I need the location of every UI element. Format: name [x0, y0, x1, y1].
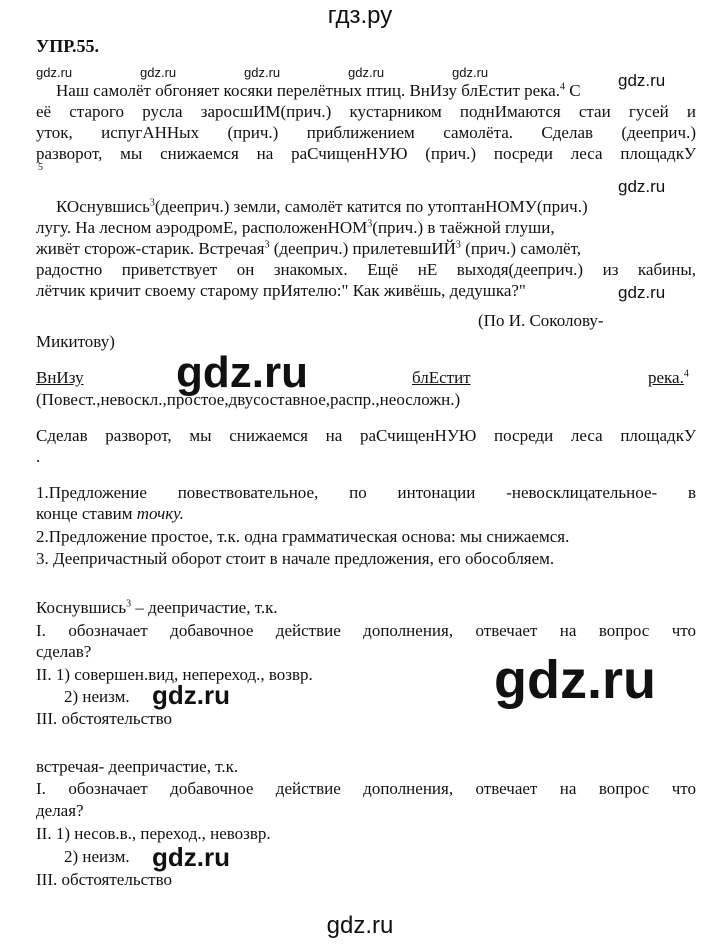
text-line: живёт сторож-старик. Встречая$^3$ (дееприч.) прилетевшИЙ$^3$ (прич.) самолёт, [36, 239, 582, 258]
footer-watermark: gdz.ru [326, 912, 394, 939]
text-line: Сделав разворот, мы снижаемся на раСчищенНУЮ посреди леса площадкУ [36, 426, 696, 445]
watermark: gdz.ru [348, 65, 385, 80]
sentence-description: (Повест.,невоскл.,простое,двусоставное,распр.,неосложн.) [36, 390, 461, 409]
text-line: лугу. На лесном аэродромЕ, расположенНОМ$^3$(прич.) в таёжной глуши, [36, 218, 555, 237]
watermark: gdz.ru [36, 65, 73, 80]
text-line: III. обстоятельство [36, 870, 172, 889]
watermark-large: gdz.ru [494, 650, 656, 710]
text-line: разворот, мы снижаемся на раСчищенНУЮ (прич.) посреди леса площадкУ [36, 144, 696, 163]
text-line: II. 1) несов.в., переход., невозвр. [36, 824, 271, 843]
site-title: гдз.ру [327, 2, 393, 29]
text-line: радостно приветствует он знакомых. Ещё нЕ выходя(дееприч.) из кабины, [36, 260, 696, 279]
text-line: 2.Предложение простое, т.к. одна грамматическая основа: мы снижаемся. [36, 527, 570, 546]
watermark: gdz.ru [140, 65, 177, 80]
text-line: 3. Деепричастный оборот стоит в начале предложения, его обособляем. [36, 549, 555, 568]
text-line: сделав? [36, 642, 92, 661]
text-line: конце ставим точку. [36, 504, 184, 523]
text-line: уток, испугАННых (прич.) приближением самолёта. Сделав (дееприч.) [36, 123, 696, 142]
analyzed-word: река.$^4$ [648, 368, 689, 387]
analyzed-word: блЕстит [412, 368, 471, 387]
text-line: . [36, 447, 41, 466]
text-line: КОснувшись$^3$(дееприч.) земли, самолёт катится по утоптанНОМУ(прич.) [56, 197, 588, 216]
text-line: III. обстоятельство [36, 709, 172, 728]
text-line: Наш самолёт обгоняет косяки перелётных птиц. ВнИзу блЕстит река.$^4$ С [56, 81, 581, 100]
text-line: делая? [36, 801, 84, 820]
watermark: gdz.ru [618, 71, 666, 90]
text-line: лётчик кричит своему старому прИятелю:" Как живёшь, дедушка?" [36, 281, 526, 300]
watermark: gdz.ru [618, 177, 666, 196]
watermark-large: gdz.ru [176, 348, 308, 397]
watermark: gdz.ru [152, 842, 230, 872]
text-line: Коснувшись$^3$ – деепричастие, т.к. [36, 598, 278, 617]
text-line: II. 1) совершен.вид, непереход., возвр. [36, 665, 313, 684]
text-line: её старого русла заросшИМ(прич.) кустарником поднИмаются стаи гусей и [36, 102, 696, 121]
text-line: 2) неизм. [64, 687, 130, 706]
text-line: 1.Предложение повествовательное, по интонации -невосклицательное- в [36, 483, 696, 502]
analyzed-word: ВнИзу [36, 368, 84, 387]
exercise-title: УПР.55. [36, 36, 99, 56]
author: Микитову) [36, 332, 115, 351]
watermark: gdz.ru [618, 283, 666, 302]
text-line: 2) неизм. [64, 847, 130, 866]
text-line: I. обозначает добавочное действие дополнения, отвечает на вопрос что [36, 779, 696, 798]
watermark: gdz.ru [452, 65, 489, 80]
watermark: gdz.ru [244, 65, 281, 80]
footnote-mark: 5 [38, 162, 43, 173]
watermark: gdz.ru [152, 680, 230, 710]
text-line: встречая- деепричастие, т.к. [36, 757, 239, 776]
author: (По И. Соколову- [478, 311, 604, 330]
text-line: I. обозначает добавочное действие дополнения, отвечает на вопрос что [36, 621, 696, 640]
